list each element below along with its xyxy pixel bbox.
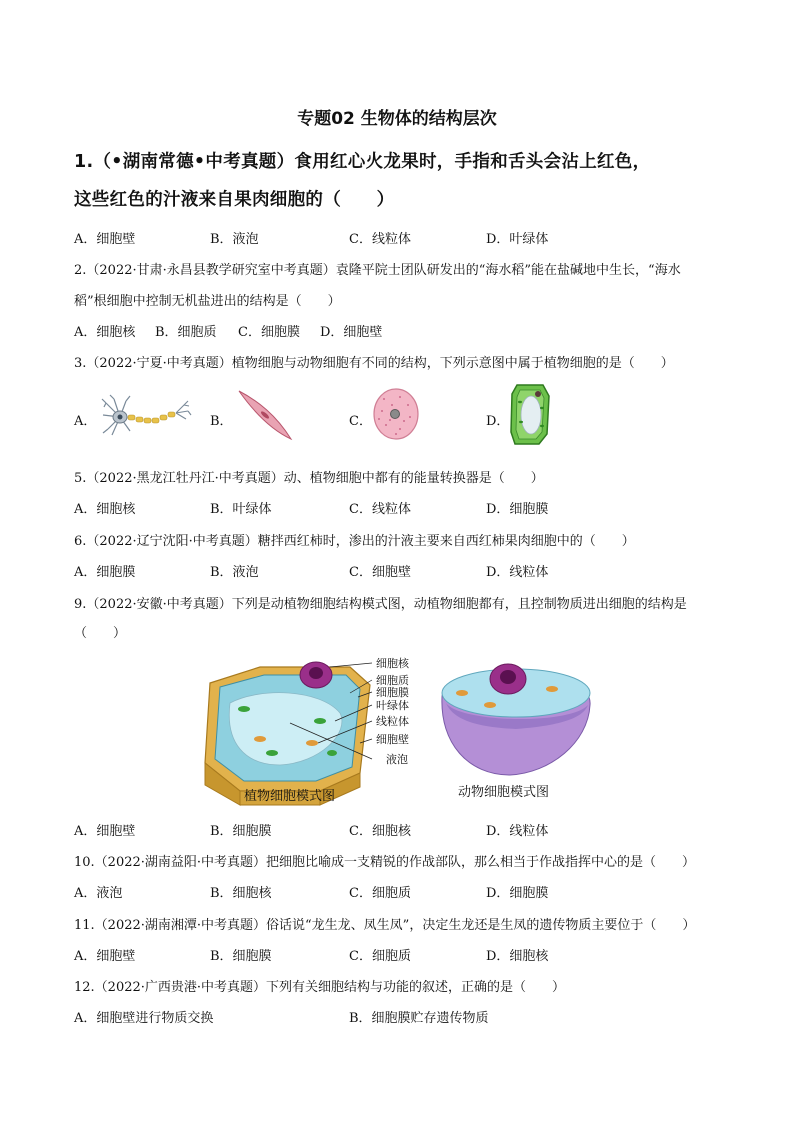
q6-stem: 6.（2022·辽宁沈阳·中考真题）糖拌西红柿时，渗出的汁液主要来自西红柿果肉细胞中的（ ） [74,534,635,549]
q11-stem: 11.（2022·湖南湘潭·中考真题）俗话说“龙生龙、凤生凤”，决定生龙还是生凤的遗传物质主要位于（ ） [74,918,696,933]
caption-plant-cell: 植物细胞模式图 [244,789,336,804]
label-mitochondria: 线粒体 [376,715,409,728]
smooth-muscle-cell-image[interactable] [236,387,294,443]
q1-stem-line1: 1.（•湖南常德•中考真题）食用红心火龙果时，手指和舌头会沾上红色， [74,152,651,172]
q1-option-a[interactable]: A．细胞壁 [74,232,136,247]
q2-option-c[interactable]: C．细胞膜 [238,325,300,340]
q5-option-a[interactable]: A．细胞核 [74,502,136,517]
q1-option-c[interactable]: C．线粒体 [349,232,411,247]
label-vacuole: 液泡 [386,753,408,766]
neuron-cell-image[interactable] [100,393,192,439]
q3-stem: 3.（2022·宁夏·中考真题）植物细胞与动物细胞有不同的结构，下列示意图中属于植物细胞的是（ ） [74,356,674,371]
label-cell-wall: 细胞壁 [376,733,409,746]
q10-option-d[interactable]: D．细胞膜 [486,886,549,901]
q2-option-a[interactable]: A．细胞核 [74,325,136,340]
page-title: 专题02 生物体的结构层次 [297,109,497,129]
q9-option-c[interactable]: C．细胞核 [349,824,411,839]
q1-stem-line2: 这些红色的汁液来自果肉细胞的（ ） [74,190,395,210]
animal-cell-image[interactable] [370,387,422,441]
q6-option-c[interactable]: C．细胞壁 [349,565,411,580]
q11-option-d[interactable]: D．细胞核 [486,949,549,964]
q9-stem-line1: 9.（2022·安徽·中考真题）下列是动植物细胞结构模式图，动植物细胞都有，且控制物质进出细胞的结构是 [74,597,687,612]
q6-option-d[interactable]: D．线粒体 [486,565,549,580]
q2-stem-line2: 稻”根细胞中控制无机盐进出的结构是（ ） [74,294,341,309]
q9-option-b[interactable]: B．细胞膜 [210,824,272,839]
q5-option-d[interactable]: D．细胞膜 [486,502,549,517]
q3-option-a[interactable]: A． [74,414,97,429]
q12-stem: 12.（2022·广西贵港·中考真题）下列有关细胞结构与功能的叙述，正确的是（ ） [74,980,566,995]
cell-structure-diagram [200,653,600,808]
q11-option-c[interactable]: C．细胞质 [349,949,411,964]
q3-option-d[interactable]: D． [486,414,510,429]
q6-option-a[interactable]: A．细胞膜 [74,565,136,580]
q3-option-b[interactable]: B． [210,414,233,429]
q2-option-d[interactable]: D．细胞壁 [320,325,383,340]
q5-stem: 5.（2022·黑龙江牡丹江·中考真题）动、植物细胞中都有的能量转换器是（ ） [74,471,544,486]
label-nucleus: 细胞核 [376,657,409,670]
q2-stem-line1: 2.（2022·甘肃·永昌县教学研究室中考真题）袁隆平院士团队研发出的“海水稻”能在盐碱地中生长，“海水 [74,263,681,278]
q1-option-d[interactable]: D．叶绿体 [486,232,549,247]
plant-cell-image[interactable] [509,382,551,446]
q10-stem: 10.（2022·湖南益阳·中考真题）把细胞比喻成一支精锐的作战部队，那么相当于作战指挥中心的是（ ） [74,855,696,870]
q12-option-b[interactable]: B．细胞膜贮存遗传物质 [349,1011,489,1026]
label-cell-membrane: 细胞膜 [376,686,409,699]
q5-option-c[interactable]: C．线粒体 [349,502,411,517]
q1-option-b[interactable]: B．液泡 [210,232,259,247]
q9-option-a[interactable]: A．细胞壁 [74,824,136,839]
q9-option-d[interactable]: D．线粒体 [486,824,549,839]
q11-option-b[interactable]: B．细胞膜 [210,949,272,964]
q2-option-b[interactable]: B．细胞质 [155,325,217,340]
q11-option-a[interactable]: A．细胞壁 [74,949,136,964]
q10-option-c[interactable]: C．细胞质 [349,886,411,901]
caption-animal-cell: 动物细胞模式图 [458,785,550,800]
q12-option-a[interactable]: A．细胞壁进行物质交换 [74,1011,214,1026]
animal-cell-model [442,664,590,775]
q3-option-c[interactable]: C． [349,414,372,429]
q10-option-b[interactable]: B．细胞核 [210,886,272,901]
q9-stem-line2: （ ） [74,626,127,641]
q5-option-b[interactable]: B．叶绿体 [210,502,272,517]
q6-option-b[interactable]: B．液泡 [210,565,259,580]
label-cytoplasm: 细胞质 [376,674,409,687]
label-chloroplast: 叶绿体 [376,699,409,712]
plant-cell-model [205,662,370,805]
q10-option-a[interactable]: A．液泡 [74,886,123,901]
